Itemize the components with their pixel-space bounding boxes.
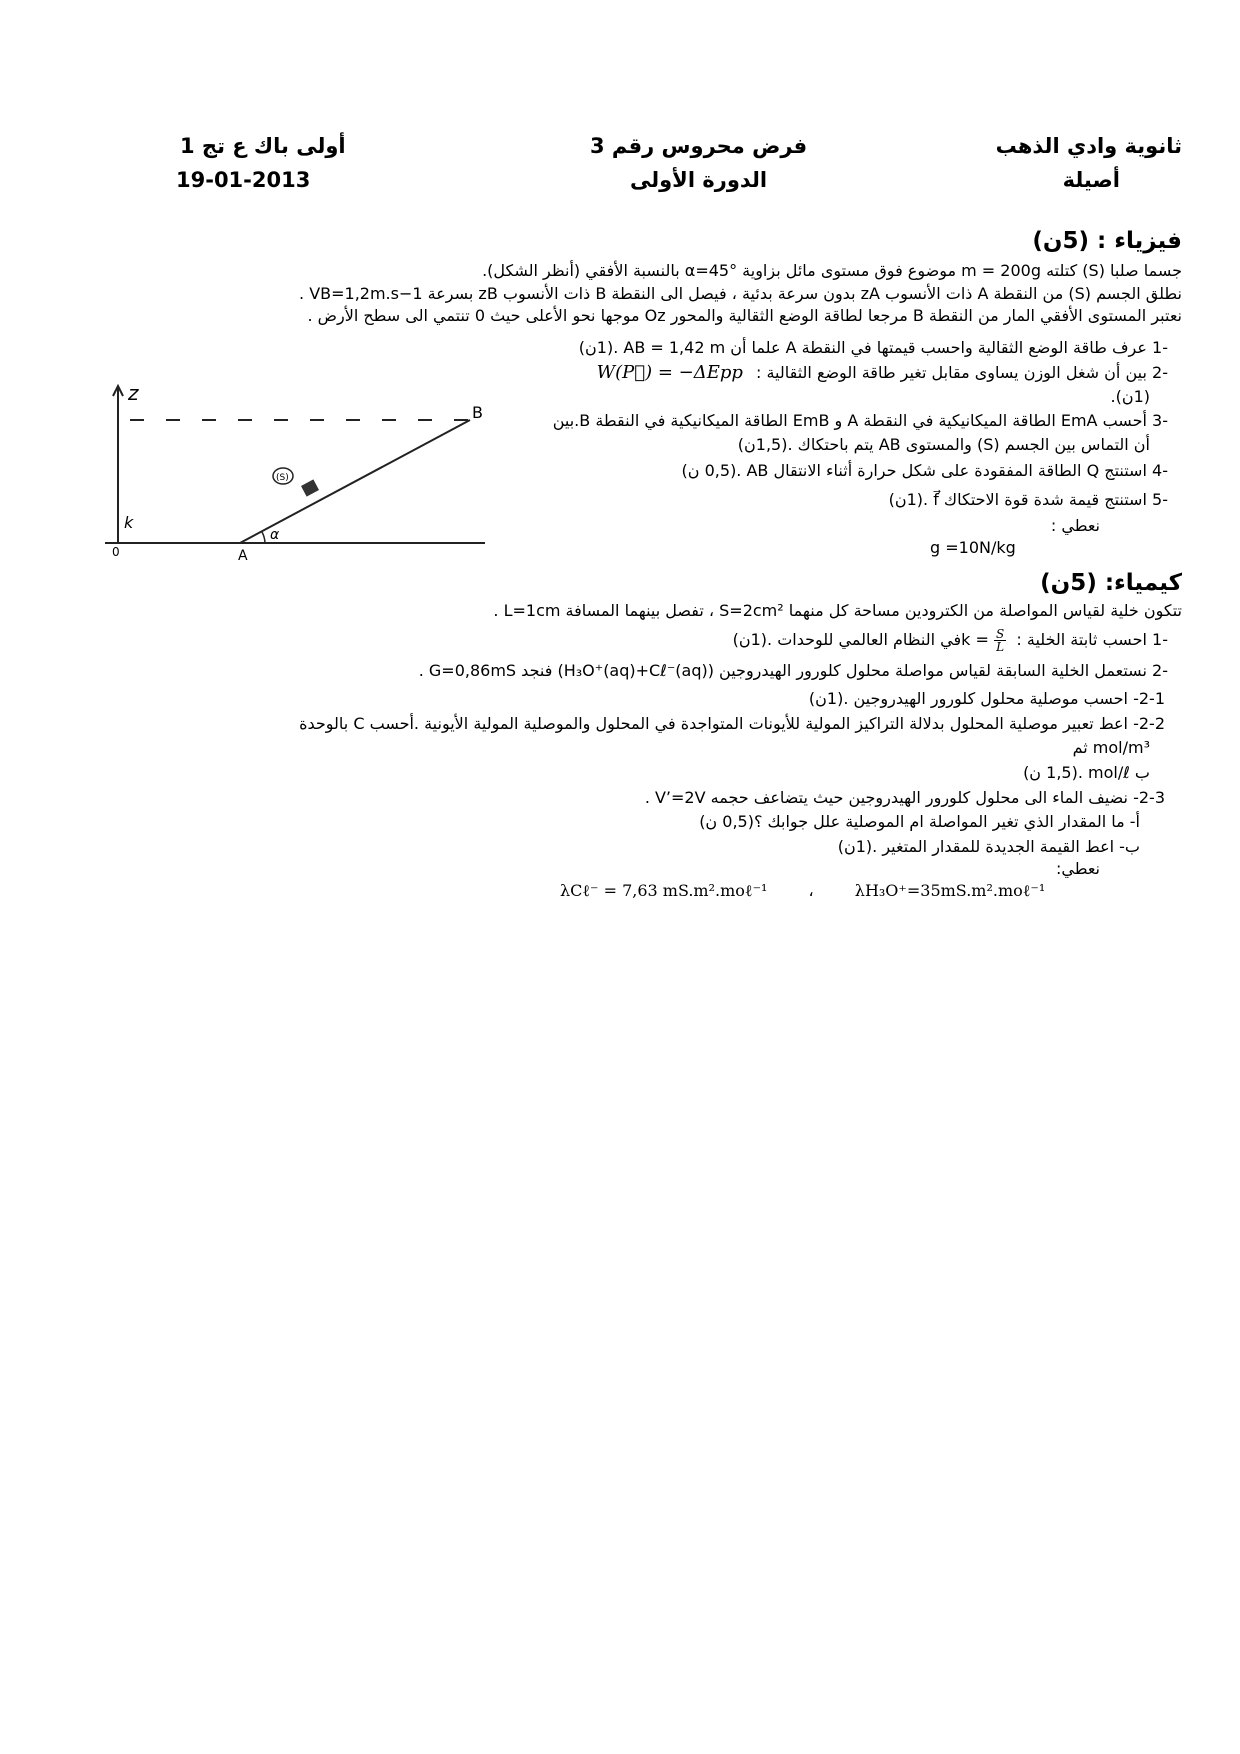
physics-q4 bbox=[682, 460, 1182, 482]
question-number: -3 bbox=[1152, 411, 1168, 430]
question-text: أحسب EmA الطاقة الميكانيكية في النقطة A و EmB الطاقة الميكانيكية في النقطة B.بين bbox=[552, 411, 1147, 430]
solid-body-icon bbox=[301, 479, 319, 496]
chemistry-q2-3: 2-3- نضيف الماء الى محلول كلورور الهيدروجين حيث يتضاعف حجمه V’=2V . bbox=[644, 788, 1165, 807]
cell-constant-formula bbox=[961, 627, 1011, 654]
fraction-numerator: S bbox=[995, 627, 1005, 641]
physics-q2 bbox=[597, 362, 1182, 384]
physics-intro-1: جسما صلبا (S) كتلته m = 200g موضوع فوق مستوى مائل بزاوية α=45° بالنسبة الأفقي (أنظر الشكل). bbox=[482, 261, 1182, 280]
lambda-h3o: λH₃O⁺=35mS.m².moℓ⁻¹ bbox=[854, 881, 1046, 900]
chemistry-q2-2-cont2: ب mol/ℓ .(1,5 ن) bbox=[1023, 763, 1150, 782]
z-axis-label: z bbox=[128, 381, 139, 405]
question-text: استنتج Q الطاقة المفقودة على شكل حرارة أثناء الانتقال AB .(0,5 ن) bbox=[681, 461, 1147, 480]
question-number: -1 bbox=[1152, 338, 1168, 357]
chemistry-intro: تتكون خلية لقياس المواصلة من الكترودين مساحة كل منهما S=2cm² ، تفصل بينهما المسافة L=1cm . bbox=[493, 601, 1182, 620]
physics-title: فيزياء : (5ن) bbox=[1032, 228, 1182, 254]
question-number: -1 bbox=[1152, 630, 1168, 649]
angle-arc bbox=[262, 532, 265, 543]
work-formula: W(P⃗) = −ΔEpp bbox=[596, 362, 743, 383]
question-text: عرف طاقة الوضع الثقالية واحسب قيمتها في النقطة A علما أن AB = 1,42 m .(1ن) bbox=[578, 338, 1147, 357]
chemistry-title: كيمياء: (5ن) bbox=[1040, 570, 1182, 596]
gravity-value: g =10N/kg bbox=[930, 538, 1016, 557]
question-text: استنتج قيمة شدة قوة الاحتكاك f⃗ .(1ن) bbox=[888, 490, 1147, 509]
s-over-l-fraction bbox=[994, 628, 1006, 653]
question-text-before: احسب ثابتة الخلية : bbox=[1016, 630, 1147, 649]
term: الدورة الأولى bbox=[630, 168, 768, 192]
chemistry-q1 bbox=[733, 628, 1182, 653]
physics-given bbox=[1051, 515, 1100, 537]
physics-intro-2: نطلق الجسم (S) من النقطة A ذات الأنسوب zA بدون سرعة بدئية ، فيصل الى النقطة B ذات الأنسوب zB بسرعة VB=1,2m.s−1 . bbox=[299, 284, 1182, 303]
class-level: أولى باك ع تج 1 bbox=[180, 134, 346, 158]
chemistry-q2-3-a: أ- ما المقدار الذي تغير المواصلة ام الموصلية علل جوابك ؟(0,5 ن) bbox=[699, 812, 1140, 831]
chemistry-q2 bbox=[419, 660, 1182, 682]
physics-q2-cont: (1ن). bbox=[1110, 387, 1150, 406]
physics-intro-3: نعتبر المستوى الأفقي المار من النقطة B مرجعا لطاقة الوضع الثقالية والمحور Oz موجها نحو الأعلى حيث 0 تنتمي الى سطح الأرض . bbox=[307, 306, 1182, 325]
physics-q3-cont: أن التماس بين الجسم (S) والمستوى AB يتم باحتكاك .(1,5ن) bbox=[737, 435, 1150, 454]
city-name: أصيلة bbox=[1062, 168, 1120, 192]
chemistry-q2-1: 2-1- احسب موصلية محلول كلورور الهيدروجين .(1ن) bbox=[808, 689, 1165, 708]
chemistry-given-label: نعطي: bbox=[1055, 859, 1100, 878]
point-b-label: B bbox=[472, 403, 483, 422]
physics-q3 bbox=[553, 410, 1182, 432]
physics-q1 bbox=[579, 337, 1182, 359]
test-title: فرض محروس رقم 3 bbox=[590, 134, 808, 158]
incline-line bbox=[240, 420, 470, 543]
chemistry-q2-2-cont1: mol/m³ ثم bbox=[1072, 738, 1150, 757]
given-label: نعطي : bbox=[1050, 516, 1100, 535]
question-number: -4 bbox=[1152, 461, 1168, 480]
origin-label: 0 bbox=[112, 545, 120, 559]
body-label: (S) bbox=[276, 473, 289, 483]
separator: ، bbox=[808, 881, 814, 900]
inclined-plane-figure bbox=[100, 378, 495, 568]
k-symbol: k = bbox=[961, 630, 989, 649]
question-number: -2 bbox=[1152, 661, 1168, 680]
question-number: -5 bbox=[1152, 490, 1168, 509]
question-text-after: في النظام العالمي للوحدات .(1ن) bbox=[732, 630, 962, 649]
physics-q5 bbox=[889, 489, 1182, 511]
angle-label: α bbox=[270, 527, 280, 543]
question-text: بين أن شغل الوزن يساوى مقابل تغير طاقة الوضع الثقالية : bbox=[755, 363, 1147, 382]
chemistry-q2-2: 2-2- اعط تعبير موصلية المحلول بدلالة التراكيز المولية للأيونات المتواجدة في المحلول والموصلية المولية الأيونية .أحسب C بالوحدة bbox=[299, 714, 1165, 733]
school-name: ثانوية وادي الذهب bbox=[995, 134, 1182, 158]
lambda-cl: λCℓ⁻ = 7,63 mS.m².moℓ⁻¹ bbox=[560, 881, 768, 900]
chemistry-q2-3-b: ب- اعط القيمة الجديدة للمقدار المتغير .(1ن) bbox=[837, 837, 1140, 856]
ionic-conductivities bbox=[560, 880, 1045, 902]
question-number: -2 bbox=[1152, 363, 1168, 382]
fraction-denominator: L bbox=[996, 640, 1005, 654]
question-text: نستعمل الخلية السابقة لقياس مواصلة محلول كلورور الهيدروجين (H₃O⁺(aq)+Cℓ⁻(aq)) فنجد G=0,86mS . bbox=[418, 661, 1147, 680]
k-vector-label: k bbox=[124, 513, 134, 532]
exam-date: 19-01-2013 bbox=[176, 168, 311, 192]
point-a-label: A bbox=[238, 548, 248, 564]
